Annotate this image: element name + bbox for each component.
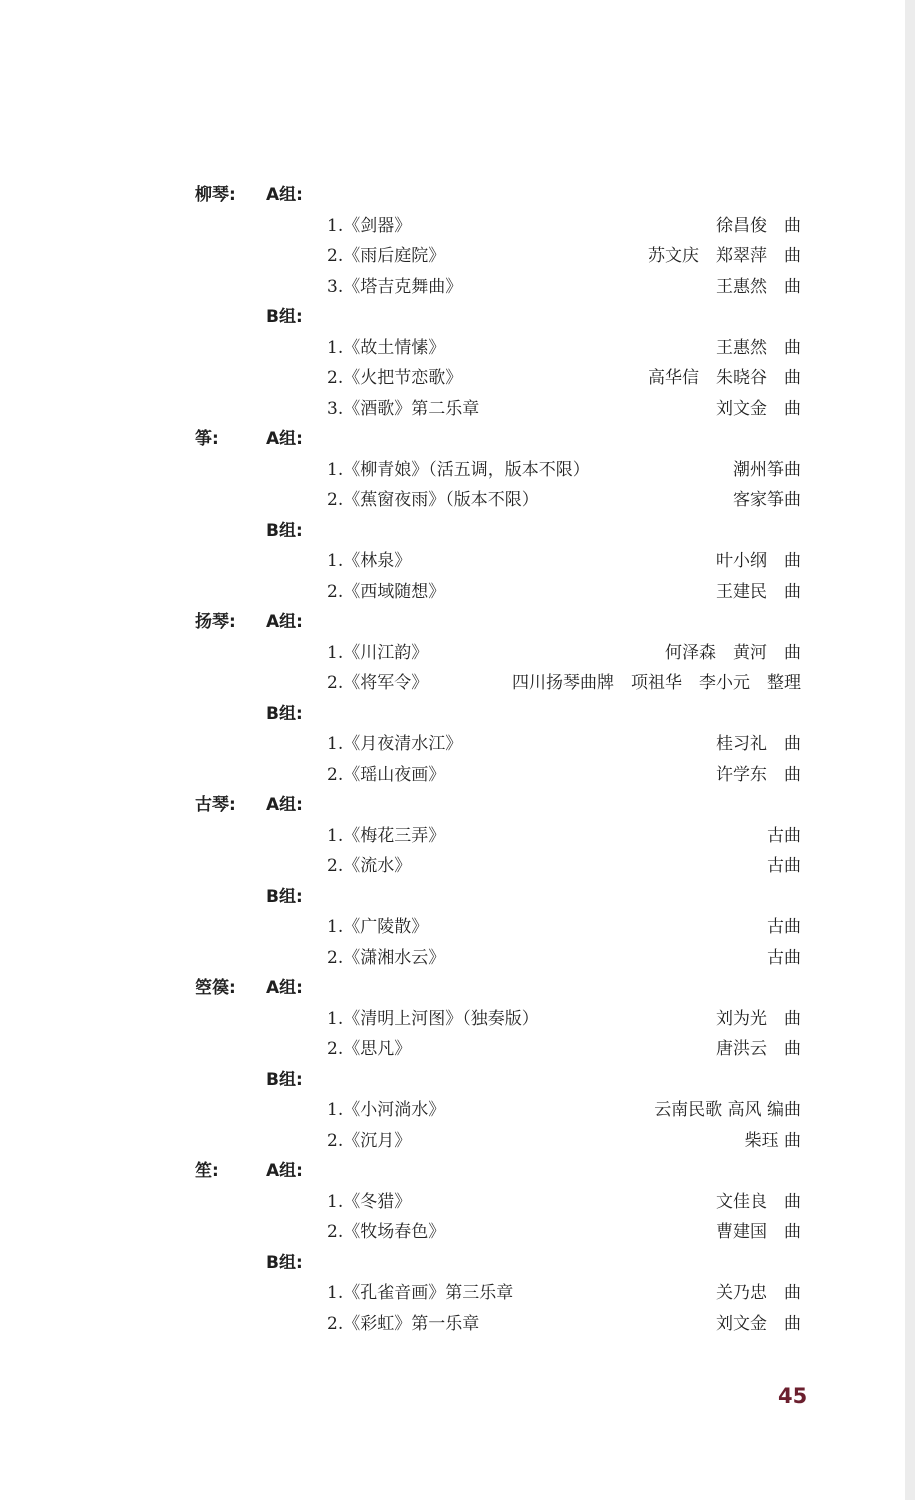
piece-title: 1.《柳青娘》（活五调，版本不限） [327, 459, 590, 480]
piece-title: 1.《冬猎》 [327, 1191, 412, 1212]
piece-title: 2.《流水》 [327, 856, 412, 876]
piece-composer: 文佳良 曲 [716, 1191, 801, 1212]
piece-composer: 何泽森 黄河 曲 [665, 642, 801, 663]
group-label: B组: [266, 520, 303, 541]
instrument-label: 筝: [195, 429, 219, 449]
group-row [0, 302, 915, 333]
group-row [0, 1065, 915, 1096]
piece-title: 1.《广陵散》 [327, 917, 429, 937]
piece-row [0, 485, 915, 516]
piece-title: 2.《彩虹》第一乐章 [327, 1313, 480, 1334]
group-row [0, 1156, 915, 1187]
group-label: A组: [266, 185, 303, 205]
piece-composer: 潮州筝曲 [733, 459, 801, 480]
group-label: B组: [266, 1069, 303, 1090]
group-row [0, 516, 915, 547]
piece-title: 3.《酒歌》第二乐章 [327, 398, 480, 419]
piece-composer: 客家筝曲 [733, 490, 801, 510]
group-label: B组: [266, 1252, 303, 1273]
group-row [0, 973, 915, 1004]
piece-row [0, 455, 915, 486]
piece-title: 2.《西域随想》 [327, 581, 446, 602]
piece-row [0, 912, 915, 943]
piece-row [0, 1004, 915, 1035]
piece-row [0, 729, 915, 760]
group-row [0, 1248, 915, 1279]
group-row [0, 699, 915, 730]
piece-title: 1.《梅花三弄》 [327, 825, 446, 846]
piece-composer: 关乃忠 曲 [716, 1283, 801, 1303]
piece-composer: 王惠然 曲 [716, 337, 801, 358]
piece-composer: 古曲 [767, 825, 801, 846]
piece-composer: 王建民 曲 [716, 581, 801, 602]
piece-title: 1.《孔雀音画》第三乐章 [327, 1283, 514, 1303]
piece-composer: 徐昌俊 曲 [716, 215, 801, 236]
piece-title: 3.《塔吉克舞曲》 [327, 276, 463, 297]
group-label: A组: [266, 978, 303, 998]
piece-row [0, 668, 915, 699]
group-row [0, 607, 915, 638]
instrument-label: 箜篌: [195, 978, 236, 998]
piece-row [0, 333, 915, 364]
piece-composer: 云南民歌 高风 编曲 [654, 1100, 801, 1120]
instrument-label: 笙: [195, 1161, 219, 1181]
piece-row [0, 546, 915, 577]
piece-composer: 高华信 朱晓谷 曲 [648, 368, 801, 388]
piece-title: 2.《潇湘水云》 [327, 947, 446, 968]
piece-title: 1.《月夜清水江》 [327, 734, 463, 754]
piece-title: 2.《思凡》 [327, 1039, 412, 1059]
piece-row [0, 363, 915, 394]
piece-row [0, 1095, 915, 1126]
piece-composer: 许学东 曲 [716, 764, 801, 785]
piece-title: 1.《小河淌水》 [327, 1100, 446, 1120]
piece-composer: 唐洪云 曲 [716, 1039, 801, 1059]
piece-title: 2.《瑶山夜画》 [327, 764, 446, 785]
piece-row [0, 1278, 915, 1309]
piece-title: 2.《牧场春色》 [327, 1222, 446, 1242]
group-label: A组: [266, 1161, 303, 1181]
group-label: B组: [266, 703, 303, 724]
piece-row [0, 394, 915, 425]
instrument-label: 古琴: [195, 795, 236, 815]
piece-title: 1.《剑器》 [327, 215, 412, 236]
piece-composer: 王惠然 曲 [716, 276, 801, 297]
piece-title: 1.《故土情愫》 [327, 337, 446, 358]
piece-row [0, 1034, 915, 1065]
piece-row [0, 760, 915, 791]
piece-row [0, 821, 915, 852]
group-label: B组: [266, 886, 303, 907]
group-row [0, 790, 915, 821]
piece-composer: 叶小纲 曲 [716, 551, 801, 571]
piece-title: 2.《雨后庭院》 [327, 246, 446, 266]
group-row [0, 424, 915, 455]
piece-row [0, 851, 915, 882]
piece-composer: 桂习礼 曲 [716, 734, 801, 754]
piece-title: 1.《川江韵》 [327, 642, 429, 663]
piece-title: 1.《清明上河图》（独奏版） [327, 1008, 539, 1029]
group-row [0, 180, 915, 211]
piece-row [0, 1309, 915, 1340]
piece-row [0, 943, 915, 974]
repertoire-list [0, 180, 915, 1339]
piece-title: 2.《火把节恋歌》 [327, 368, 463, 388]
piece-composer: 四川扬琴曲牌 项祖华 李小元 整理 [512, 673, 801, 693]
piece-row [0, 211, 915, 242]
piece-row [0, 1217, 915, 1248]
piece-row [0, 272, 915, 303]
group-label: A组: [266, 795, 303, 815]
piece-composer: 古曲 [767, 947, 801, 968]
piece-composer: 苏文庆 郑翠萍 曲 [648, 246, 801, 266]
piece-composer: 柴珏 曲 [744, 1130, 801, 1151]
piece-composer: 古曲 [767, 917, 801, 937]
group-label: A组: [266, 429, 303, 449]
piece-row [0, 1187, 915, 1218]
instrument-label: 柳琴: [195, 185, 236, 205]
piece-row [0, 241, 915, 272]
group-label: A组: [266, 612, 303, 632]
piece-title: 1.《林泉》 [327, 551, 412, 571]
piece-row [0, 1126, 915, 1157]
piece-title: 2.《沉月》 [327, 1130, 412, 1151]
piece-composer: 刘文金 曲 [716, 398, 801, 419]
piece-row [0, 577, 915, 608]
piece-title: 2.《蕉窗夜雨》（版本不限） [327, 490, 539, 510]
group-label: B组: [266, 307, 303, 327]
instrument-label: 扬琴: [195, 612, 236, 632]
page-number: 45 [778, 1384, 808, 1408]
piece-row [0, 638, 915, 669]
piece-composer: 刘文金 曲 [716, 1313, 801, 1334]
piece-composer: 曹建国 曲 [716, 1222, 801, 1242]
group-row [0, 882, 915, 913]
piece-composer: 刘为光 曲 [716, 1008, 801, 1029]
piece-composer: 古曲 [767, 856, 801, 876]
piece-title: 2.《将军令》 [327, 673, 429, 693]
